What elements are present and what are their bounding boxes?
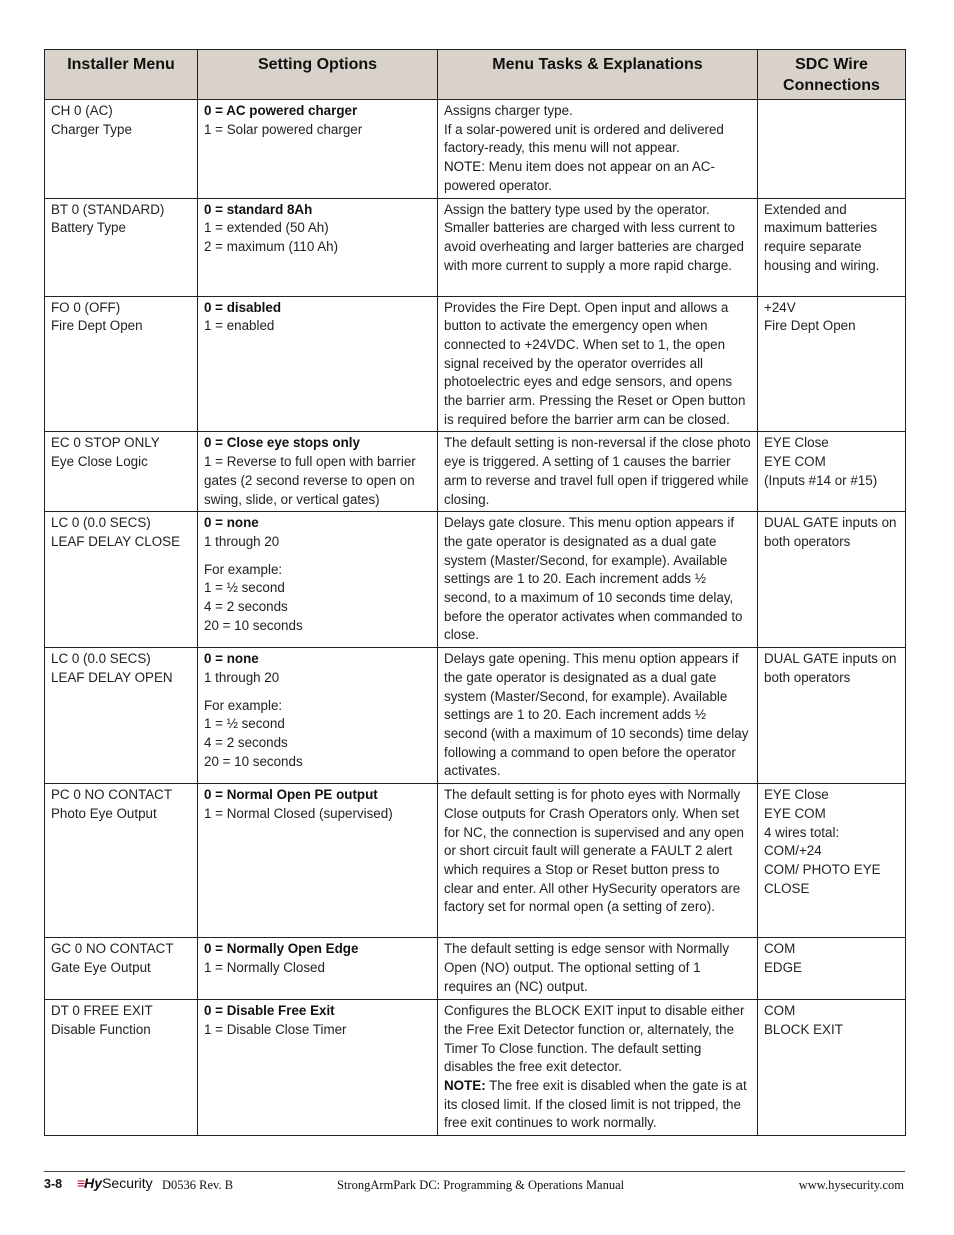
menu-name: Eye Close Logic <box>51 454 148 470</box>
default-option: 0 = none <box>204 515 259 531</box>
wire-connection: DUAL GATE inputs on both operators <box>764 515 897 549</box>
note <box>444 1077 751 1133</box>
explanation-cell <box>438 432 758 512</box>
table-row <box>45 432 906 512</box>
menu-code: GC 0 NO CONTACT <box>51 941 174 957</box>
example-label: For example: <box>204 561 283 577</box>
wires-cell <box>758 648 906 784</box>
wire-connection: EYE COM <box>764 805 826 821</box>
logo-mark-icon: ≡ <box>77 1175 85 1191</box>
menu-name: Charger Type <box>51 121 132 137</box>
menu-cell <box>45 100 198 199</box>
menu-cell <box>45 512 198 648</box>
manual-title: StrongArmPark DC: Programming & Operations Manual <box>337 1178 625 1192</box>
note-label: NOTE: <box>444 159 485 175</box>
options-cell <box>198 1000 438 1136</box>
note-label: NOTE: <box>444 1077 486 1093</box>
menu-name: Battery Type <box>51 220 126 236</box>
wire-connection: (Inputs #14 or #15) <box>764 472 878 488</box>
menu-name: LEAF DELAY CLOSE <box>51 533 181 549</box>
default-option: 0 = standard 8Ah <box>204 201 313 217</box>
option: 1 through 20 <box>204 533 280 549</box>
explanation-cell <box>438 512 758 648</box>
options-cell <box>198 198 438 296</box>
menu-code: FO 0 (OFF) <box>51 299 121 315</box>
explanation-cell <box>438 100 758 199</box>
table-row <box>45 296 906 432</box>
wires-cell <box>758 432 906 512</box>
menu-name: Fire Dept Open <box>51 318 143 334</box>
explanation-text: The default setting is for photo eyes with Normally Close outputs for Crash Operators only. When set for NC, the connection is supervised and any open or short circuit fault will generate a FAULT 2 alert which requires a Stop or Reset button press to clear and enter. All other HySecurity operators are factory set for normal open (a setting of zero). <box>444 787 744 915</box>
menu-cell <box>45 1000 198 1136</box>
menu-code: DT 0 FREE EXIT <box>51 1003 153 1019</box>
table-row <box>45 648 906 784</box>
menu-code: PC 0 NO CONTACT <box>51 787 173 803</box>
wire-connection: EYE COM <box>764 454 826 470</box>
explanation-text: Delays gate closure. This menu option appears if the gate operator is designated as a dual gate system (Master/Second, for example). Available settings are 1 to 20. Each increment adds ½ second, to a maximum of 10 seconds time delay, before the operator activates when commanded to close. <box>444 515 743 643</box>
default-option: 0 = AC powered charger <box>204 103 358 118</box>
default-option: 0 = disabled <box>204 299 282 315</box>
wire-connection: Extended and maximum batteries require separate housing and wiring. <box>764 201 880 273</box>
note-text: Menu item does not appear on an AC-powered operator. <box>444 159 715 193</box>
menu-code: CH 0 (AC) <box>51 103 113 118</box>
example: 20 = 10 seconds <box>204 753 303 769</box>
wires-cell <box>758 100 906 199</box>
explanation-text: Assign the battery type used by the operator. Smaller batteries are charged with less current to avoid overheating and larger batteries are charged with more current to supply a more rapid charge. <box>444 201 744 273</box>
wire-connection: COM <box>764 941 796 957</box>
explanation-cell <box>438 648 758 784</box>
wire-connection: COM/+24 <box>764 843 822 859</box>
table-row <box>45 198 906 296</box>
option: 1 = extended (50 Ah) <box>204 220 329 236</box>
option: 1 = Disable Close Timer <box>204 1021 347 1037</box>
wire-connection: EYE Close <box>764 435 829 451</box>
wires-cell <box>758 198 906 296</box>
option: 1 = Reverse to full open with barrier gates (2 second reverse to open on swing, slide, or vertical gates) <box>204 454 416 507</box>
example: 4 = 2 seconds <box>204 734 288 750</box>
wires-cell <box>758 1000 906 1136</box>
wires-cell <box>758 512 906 648</box>
table-row <box>45 1000 906 1136</box>
menu-name: LEAF DELAY OPEN <box>51 669 173 685</box>
menu-name: Disable Function <box>51 1021 151 1037</box>
default-option: 0 = Normally Open Edge <box>204 941 359 957</box>
table-row <box>45 512 906 648</box>
wire-connection: 4 wires total: <box>764 824 840 840</box>
wires-cell <box>758 296 906 432</box>
explanation-text: If a solar-powered unit is ordered and delivered factory-ready, this menu will not appear. <box>444 121 724 156</box>
header-installer-menu: Installer Menu <box>45 50 198 100</box>
header-sdc-wire-connections: SDC Wire Connections <box>758 50 906 100</box>
explanation-text: Assigns charger type. <box>444 103 573 118</box>
logo-security: Security <box>102 1175 153 1191</box>
options-cell <box>198 296 438 432</box>
wires-cell <box>758 784 906 938</box>
wire-connection: COM <box>764 1003 796 1019</box>
example: 1 = ½ second <box>204 716 285 732</box>
document-revision: D0536 Rev. B <box>162 1178 234 1192</box>
explanation-text: Provides the Fire Dept. Open input and allows a button to activate the emergency open when connected to +24VDC. When set to 1, the open signal received by the operator overrides all photoelectric eyes and edge sensors, and opens the barrier arm. Pressing the Reset or Open button is required before the barrier arm can be closed. <box>444 299 746 427</box>
table-row <box>45 100 906 199</box>
option: 1 = enabled <box>204 318 275 334</box>
example: 20 = 10 seconds <box>204 617 303 633</box>
wire-connection: EYE Close <box>764 787 829 803</box>
default-option: 0 = Disable Free Exit <box>204 1003 335 1019</box>
example-label: For example: <box>204 697 283 713</box>
table-header-row <box>45 50 906 100</box>
explanation-cell <box>438 1000 758 1136</box>
menu-cell <box>45 784 198 938</box>
footer-rule <box>44 1171 905 1172</box>
options-cell <box>198 512 438 648</box>
note <box>444 158 751 195</box>
option: 1 = Normal Closed (supervised) <box>204 805 393 821</box>
example: 4 = 2 seconds <box>204 599 288 615</box>
option: 2 = maximum (110 Ah) <box>204 238 339 254</box>
explanation-text: The default setting is non-reversal if the close photo eye is triggered. A setting of 1 causes the barrier arm to reverse and travel full open if triggered while closing. <box>444 435 751 507</box>
header-setting-options: Setting Options <box>198 50 438 100</box>
wires-cell <box>758 938 906 1000</box>
explanation-cell <box>438 198 758 296</box>
options-cell <box>198 100 438 199</box>
explanation-cell <box>438 296 758 432</box>
default-option: 0 = Close eye stops only <box>204 435 360 451</box>
explanation-cell <box>438 784 758 938</box>
options-cell <box>198 432 438 512</box>
default-option: 0 = none <box>204 651 259 667</box>
options-cell <box>198 938 438 1000</box>
options-cell <box>198 648 438 784</box>
options-cell <box>198 784 438 938</box>
menu-cell <box>45 198 198 296</box>
menu-cell <box>45 648 198 784</box>
wire-connection: Fire Dept Open <box>764 318 856 334</box>
explanation-text: Configures the BLOCK EXIT input to disable either the Free Exit Detector function or, alternately, the Timer To Close function. The default setting disables the free exit detector. <box>444 1003 745 1075</box>
logo-hy: Hy <box>84 1175 103 1191</box>
page-number: 3-8 <box>44 1177 63 1191</box>
menu-code: LC 0 (0.0 SECS) <box>51 515 151 531</box>
menu-cell <box>45 296 198 432</box>
menu-name: Photo Eye Output <box>51 805 157 821</box>
installer-menu-table <box>44 49 906 1136</box>
explanation-text: The default setting is edge sensor with Normally Open (NO) output. The optional setting of 1 requires an (NC) output. <box>444 941 730 994</box>
explanation-cell <box>438 938 758 1000</box>
option: 1 = Normally Closed <box>204 959 325 975</box>
option: 1 = Solar powered charger <box>204 121 363 137</box>
header-menu-tasks: Menu Tasks & Explanations <box>438 50 758 100</box>
default-option: 0 = Normal Open PE output <box>204 787 378 803</box>
wire-connection: +24V <box>764 299 796 315</box>
menu-name: Gate Eye Output <box>51 959 151 975</box>
note-text: The free exit is disabled when the gate is at its closed limit. If the closed limit is not tripped, the free exit continues to work normally. <box>444 1077 747 1131</box>
example: 1 = ½ second <box>204 580 285 596</box>
explanation-text: Delays gate opening. This menu option appears if the gate operator is designated as a dual gate system (Master/Second, for example). Available settings are 1 to 20. Each increment adds ½ second (with a maximum of 10 seconds) time delay following a command to open before the operator activates. <box>444 651 749 779</box>
menu-cell <box>45 432 198 512</box>
option: 1 through 20 <box>204 669 280 685</box>
menu-code: BT 0 (STANDARD) <box>51 201 165 217</box>
table-row <box>45 784 906 938</box>
hysecurity-logo <box>77 1175 153 1191</box>
table-row <box>45 938 906 1000</box>
website-url: www.hysecurity.com <box>798 1178 904 1192</box>
menu-code: EC 0 STOP ONLY <box>51 435 160 451</box>
wire-connection: COM/ PHOTO EYE CLOSE <box>764 861 881 896</box>
menu-cell <box>45 938 198 1000</box>
wire-connection: BLOCK EXIT <box>764 1021 843 1037</box>
wire-connection: EDGE <box>764 959 802 975</box>
wire-connection: DUAL GATE inputs on both operators <box>764 651 897 685</box>
menu-code: LC 0 (0.0 SECS) <box>51 651 151 667</box>
